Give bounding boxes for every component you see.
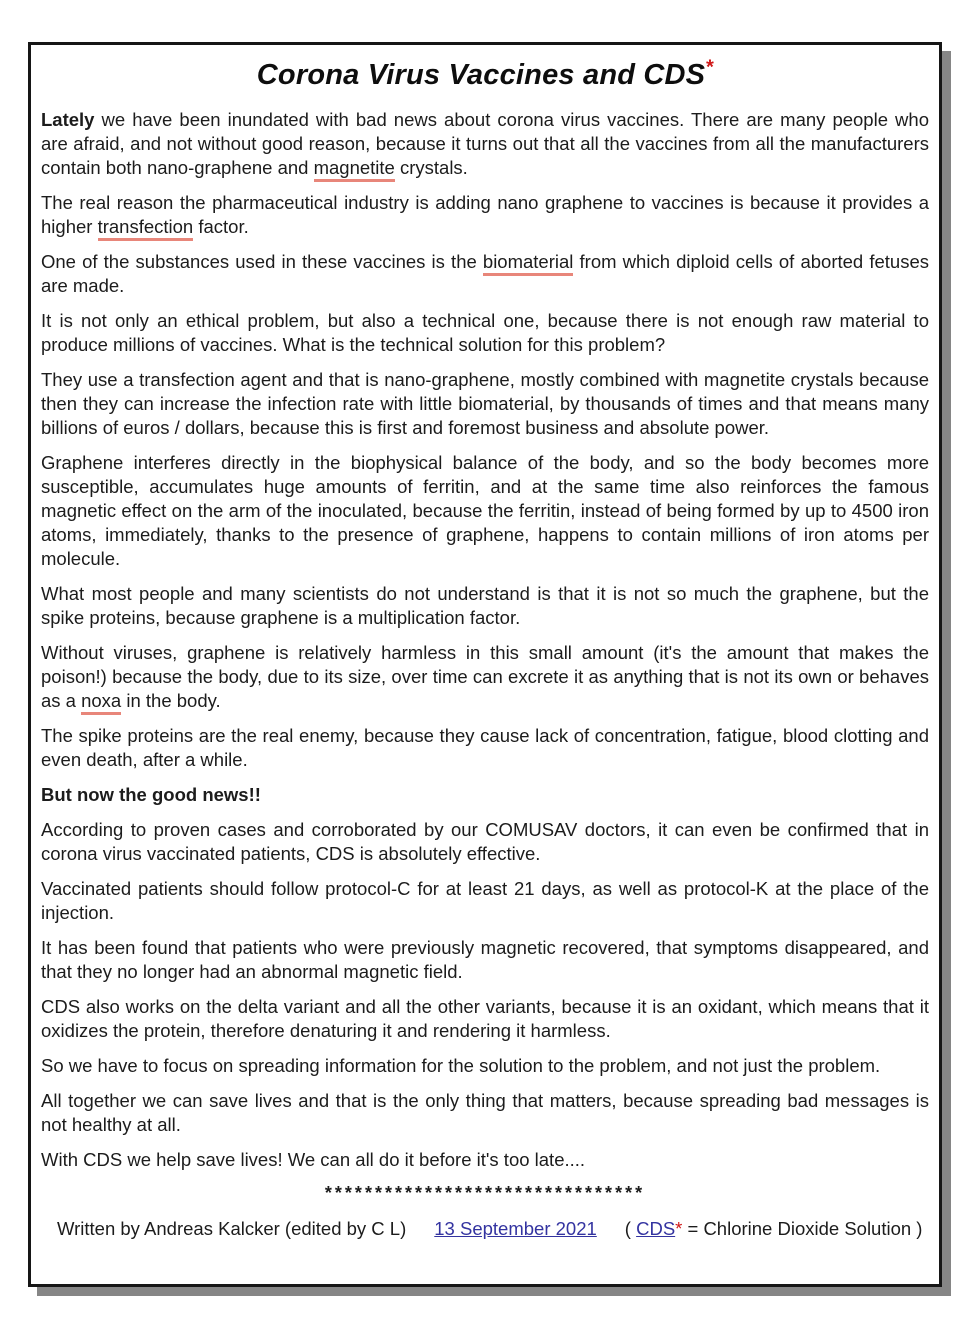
- para-ethical: It is not only an ethical problem, but also a technical one, because there is not enough raw material to produce millions of vaccines. What is the technical solution for this problem?: [41, 310, 929, 355]
- para-magnetic-recovered: It has been found that patients who were previously magnetic recovered, that symptoms disappeared, and that they no longer had an abnormal magnetic field.: [41, 937, 929, 982]
- paragraph-text: factor.: [193, 216, 249, 237]
- para-graphene-interferes: Graphene interferes directly in the biophysical balance of the body, and so the body becomes more susceptible, accumulates huge amounts of ferritin, and at the same time also reinforces the famous magnetic effect on the arm of the inoculated, because the ferritin, instead of being formed by up to 4500 iron atoms, immediately, thanks to the presence of graphene, happens to contain millions of iron atoms per molecule.: [41, 452, 929, 569]
- cds-asterisk: *: [675, 1218, 683, 1239]
- para-protocol: Vaccinated patients should follow protocol-C for at least 21 days, as well as protocol-K at the place of the injection.: [41, 878, 929, 923]
- document-title: [41, 56, 929, 92]
- para-scientists: What most people and many scientists do not understand is that it is not so much the graphene, but the spike proteins, because graphene is a multiplication factor.: [41, 583, 929, 628]
- footer-definition-group: [625, 1216, 923, 1242]
- title-asterisk: *: [705, 56, 714, 79]
- heading-good-news: But now the good news!!: [41, 784, 261, 805]
- paragraph-text: The real reason the pharmaceutical industry is adding nano graphene to vaccines is because it provides a higher: [41, 192, 929, 237]
- cds-link[interactable]: CDS: [636, 1218, 676, 1239]
- red-underlined-word-biomaterial: biomaterial: [483, 251, 574, 276]
- paragraph-text: we have been inundated with bad news about corona virus vaccines. There are many people who are afraid, and not without good reason, because it turns out that all the vaccines from all the manufacturers contain both nano-graphene and: [41, 109, 929, 178]
- paragraph-text: from which diploid cells of aborted fetuses are made.: [41, 251, 929, 296]
- title-text: Corona Virus Vaccines and CDS: [256, 59, 706, 91]
- red-underlined-word-transfection: transfection: [98, 216, 194, 241]
- para-delta-variant: CDS also works on the delta variant and all the other variants, because it is an oxidant, which means that it oxidizes the protein, therefore denaturing it and rendering it harmless.: [41, 996, 929, 1041]
- cds-definition: = Chlorine Dioxide Solution ): [682, 1218, 923, 1239]
- para-without-viruses: [41, 641, 929, 713]
- para-save-lives: All together we can save lives and that is the only thing that matters, because spreading bad messages is not healthy at all.: [41, 1090, 929, 1135]
- para-substances: [41, 250, 929, 298]
- separator-asterisks: ********************************: [324, 1183, 646, 1203]
- paren-open: (: [624, 1218, 637, 1239]
- lead-word-lately: Lately: [41, 109, 95, 130]
- red-underlined-word-noxa: noxa: [81, 690, 121, 715]
- red-underlined-word-magnetite: magnetite: [314, 157, 395, 182]
- para-spreading: So we have to focus on spreading information for the solution to the problem, and not just the problem.: [41, 1055, 881, 1076]
- para-lately: [41, 108, 929, 180]
- document-body: [41, 108, 929, 1172]
- paragraph-text: Without viruses, graphene is relatively harmless in this small amount (it's the amount that makes the poison!) because the body, due to its size, over time can excrete it as anything that is not its own or behaves as a: [41, 642, 929, 711]
- para-spike-proteins: The spike proteins are the real enemy, because they cause lack of concentration, fatigue, blood clotting and even death, after a while.: [41, 725, 929, 770]
- footer: [57, 1216, 929, 1242]
- footer-written-by: Written by Andreas Kalcker (edited by C L): [57, 1218, 407, 1239]
- para-with-cds: With CDS we help save lives! We can all do it before it's too late....: [41, 1149, 586, 1170]
- para-comusav: According to proven cases and corroborated by our COMUSAV doctors, it can even be confirmed that in corona virus vaccinated patients, CDS is absolutely effective.: [41, 819, 929, 864]
- date-link[interactable]: 13 September 2021: [434, 1218, 597, 1239]
- paragraph-text: crystals.: [394, 157, 468, 178]
- para-transfection-agent: They use a transfection agent and that is nano-graphene, mostly combined with magnetite crystals because then they can increase the infection rate with little biomaterial, by thousands of times and that means many billions of euros / dollars, because this is first and foremost business and absolute power.: [41, 369, 929, 438]
- para-real-reason: [41, 191, 929, 239]
- paragraph-text: One of the substances used in these vaccines is the: [41, 251, 483, 272]
- document-frame: [28, 42, 942, 1287]
- paragraph-text: in the body.: [121, 690, 221, 711]
